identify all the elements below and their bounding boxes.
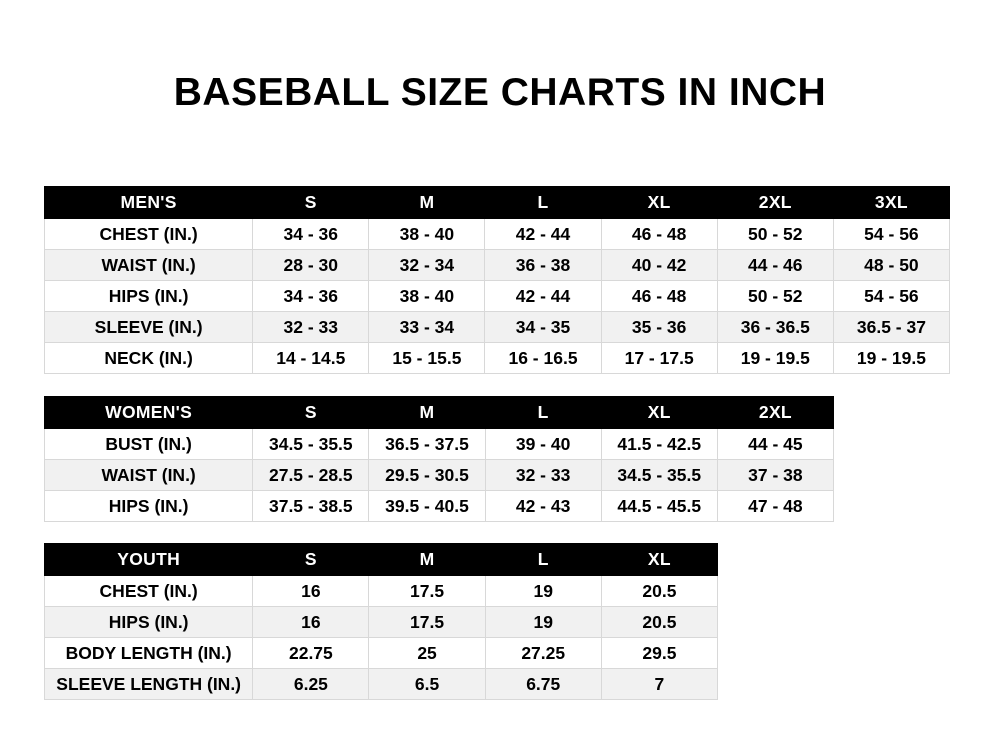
- table-cell: 7: [601, 669, 717, 700]
- column-header: L: [485, 187, 601, 219]
- column-header: WOMEN'S: [45, 397, 253, 429]
- table-header-row: [45, 187, 950, 219]
- table-cell: 39.5 - 40.5: [369, 491, 485, 522]
- table-cell: 48 - 50: [833, 250, 949, 281]
- table-cell: 36 - 38: [485, 250, 601, 281]
- row-label: CHEST (IN.): [45, 576, 253, 607]
- table-cell: 6.75: [485, 669, 601, 700]
- table-cell: 36.5 - 37: [833, 312, 949, 343]
- table-cell: 40 - 42: [601, 250, 717, 281]
- table-cell: 28 - 30: [253, 250, 369, 281]
- row-label: NECK (IN.): [45, 343, 253, 374]
- table-cell: 35 - 36: [601, 312, 717, 343]
- table-cell: 44.5 - 45.5: [601, 491, 717, 522]
- table-cell: 19 - 19.5: [833, 343, 949, 374]
- youth-table: [44, 543, 718, 700]
- column-header: MEN'S: [45, 187, 253, 219]
- table-cell: 16 - 16.5: [485, 343, 601, 374]
- row-label: HIPS (IN.): [45, 281, 253, 312]
- table-cell: 19 - 19.5: [717, 343, 833, 374]
- table-cell: 46 - 48: [601, 281, 717, 312]
- row-label: BODY LENGTH (IN.): [45, 638, 253, 669]
- table-cell: 19: [485, 607, 601, 638]
- table-cell: 17.5: [369, 576, 485, 607]
- column-header: XL: [601, 397, 717, 429]
- table-row: [45, 219, 950, 250]
- table-cell: 34.5 - 35.5: [601, 460, 717, 491]
- table-cell: 32 - 33: [485, 460, 601, 491]
- table-row: [45, 312, 950, 343]
- column-header: S: [253, 397, 369, 429]
- table-cell: 42 - 43: [485, 491, 601, 522]
- table-cell: 38 - 40: [369, 219, 485, 250]
- table-cell: 25: [369, 638, 485, 669]
- womens-table: [44, 396, 834, 522]
- table-row: [45, 281, 950, 312]
- table-row: [45, 638, 718, 669]
- table-cell: 54 - 56: [833, 281, 949, 312]
- table-cell: 15 - 15.5: [369, 343, 485, 374]
- row-label: HIPS (IN.): [45, 607, 253, 638]
- table-cell: 34.5 - 35.5: [253, 429, 369, 460]
- row-label: HIPS (IN.): [45, 491, 253, 522]
- column-header: L: [485, 397, 601, 429]
- page-title: BASEBALL SIZE CHARTS IN INCH: [173, 71, 827, 114]
- table-cell: 54 - 56: [833, 219, 949, 250]
- table-header-row: [45, 544, 718, 576]
- table-row: [45, 429, 834, 460]
- mens-size-chart: [44, 186, 950, 374]
- mens-table-header: [45, 187, 950, 219]
- column-header: S: [253, 544, 369, 576]
- table-cell: 39 - 40: [485, 429, 601, 460]
- table-cell: 19: [485, 576, 601, 607]
- row-label: SLEEVE (IN.): [45, 312, 253, 343]
- table-row: [45, 669, 718, 700]
- column-header: 2XL: [717, 187, 833, 219]
- table-row: [45, 491, 834, 522]
- table-cell: 22.75: [253, 638, 369, 669]
- table-row: [45, 460, 834, 491]
- column-header: YOUTH: [45, 544, 253, 576]
- table-cell: 46 - 48: [601, 219, 717, 250]
- table-cell: 16: [253, 607, 369, 638]
- table-cell: 29.5 - 30.5: [369, 460, 485, 491]
- table-cell: 37 - 38: [717, 460, 833, 491]
- table-cell: 32 - 33: [253, 312, 369, 343]
- column-header: 2XL: [717, 397, 833, 429]
- table-cell: 17.5: [369, 607, 485, 638]
- column-header: XL: [601, 544, 717, 576]
- table-cell: 20.5: [601, 607, 717, 638]
- table-cell: 20.5: [601, 576, 717, 607]
- mens-table-body: [45, 219, 950, 374]
- table-cell: 41.5 - 42.5: [601, 429, 717, 460]
- table-cell: 42 - 44: [485, 219, 601, 250]
- table-row: [45, 576, 718, 607]
- table-cell: 32 - 34: [369, 250, 485, 281]
- column-header: M: [369, 544, 485, 576]
- column-header: M: [369, 187, 485, 219]
- table-cell: 42 - 44: [485, 281, 601, 312]
- womens-size-chart: [44, 396, 834, 522]
- row-label: WAIST (IN.): [45, 460, 253, 491]
- table-cell: 50 - 52: [717, 281, 833, 312]
- womens-table-body: [45, 429, 834, 522]
- table-cell: 36 - 36.5: [717, 312, 833, 343]
- table-cell: 27.25: [485, 638, 601, 669]
- table-row: [45, 343, 950, 374]
- table-cell: 44 - 46: [717, 250, 833, 281]
- row-label: WAIST (IN.): [45, 250, 253, 281]
- table-row: [45, 607, 718, 638]
- table-cell: 47 - 48: [717, 491, 833, 522]
- row-label: SLEEVE LENGTH (IN.): [45, 669, 253, 700]
- table-row: [45, 250, 950, 281]
- table-cell: 33 - 34: [369, 312, 485, 343]
- table-cell: 27.5 - 28.5: [253, 460, 369, 491]
- row-label: CHEST (IN.): [45, 219, 253, 250]
- youth-table-header: [45, 544, 718, 576]
- table-cell: 44 - 45: [717, 429, 833, 460]
- womens-table-header: [45, 397, 834, 429]
- table-cell: 34 - 36: [253, 219, 369, 250]
- table-header-row: [45, 397, 834, 429]
- column-header: S: [253, 187, 369, 219]
- column-header: 3XL: [833, 187, 949, 219]
- table-cell: 6.25: [253, 669, 369, 700]
- youth-size-chart: [44, 543, 718, 700]
- table-cell: 50 - 52: [717, 219, 833, 250]
- table-cell: 6.5: [369, 669, 485, 700]
- column-header: XL: [601, 187, 717, 219]
- table-cell: 37.5 - 38.5: [253, 491, 369, 522]
- youth-table-body: [45, 576, 718, 700]
- mens-table: [44, 186, 950, 374]
- table-cell: 34 - 36: [253, 281, 369, 312]
- table-cell: 16: [253, 576, 369, 607]
- table-cell: 34 - 35: [485, 312, 601, 343]
- table-cell: 29.5: [601, 638, 717, 669]
- table-cell: 17 - 17.5: [601, 343, 717, 374]
- row-label: BUST (IN.): [45, 429, 253, 460]
- column-header: L: [485, 544, 601, 576]
- table-cell: 38 - 40: [369, 281, 485, 312]
- table-cell: 14 - 14.5: [253, 343, 369, 374]
- table-cell: 36.5 - 37.5: [369, 429, 485, 460]
- column-header: M: [369, 397, 485, 429]
